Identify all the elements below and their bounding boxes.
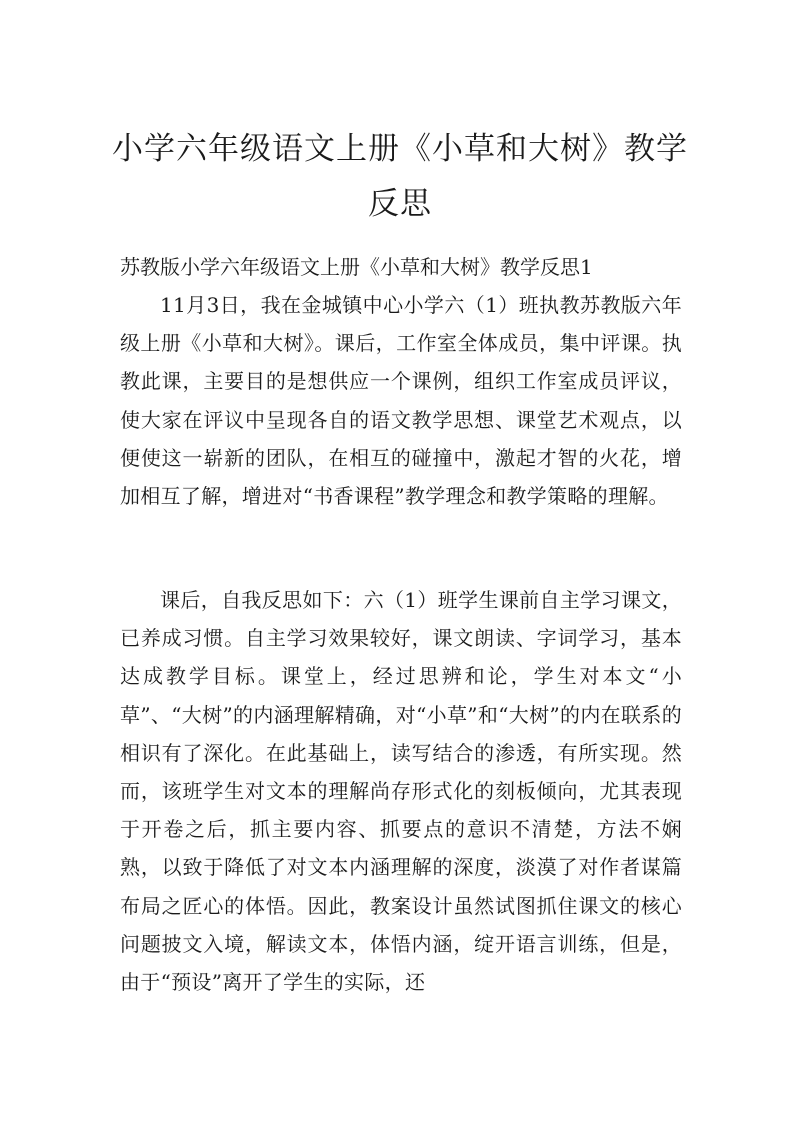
document-title: 小学六年级语文上册《小草和大树》教学反思 [112, 131, 688, 222]
body-paragraph-1: 11月3日，我在金城镇中心小学六（1）班执教苏教版六年级上册《小草和大树》。课后，工作室全体成员，集中评课。执教此课，主要目的是想供应一个课例，组织工作室成员评议，使大家在评议中呈现各自的语文教学思想、课堂艺术观点，以便使这一崭新的团队，在相互的碰撞中，激起才智的火花，增加相互了解，增进对“书香课程”教学理念和教学策略的理解。 [120, 293, 682, 509]
body-paragraph-2: 课后，自我反思如下：六（1）班学生课前自主学习课文，已养成习惯。自主学习效果较好，课文朗读、字词学习，基本达成教学目标。课堂上，经过思辨和论，学生对本文“小草”、“大树”的内涵理解精确，对“小草”和“大树”的内在联系的相识有了深化。在此基础上，读写结合的渗透，有所实现。然而，该班学生对文本的理解尚存形式化的刻板倾向，尤其表现于开卷之后，抓主要内容、抓要点的意识不清楚，方法不娴熟，以致于降低了对文本内涵理解的深度，淡漠了对作者谋篇布局之匠心的体悟。因此，教案设计虽然试图抓住课文的核心问题披文入境，解读文本，体悟内涵，绽开语言训练，但是，由于“预设”离开了学生的实际，还 [120, 588, 682, 995]
section-heading: 苏教版小学六年级语文上册《小草和大树》教学反思1 [120, 255, 593, 279]
